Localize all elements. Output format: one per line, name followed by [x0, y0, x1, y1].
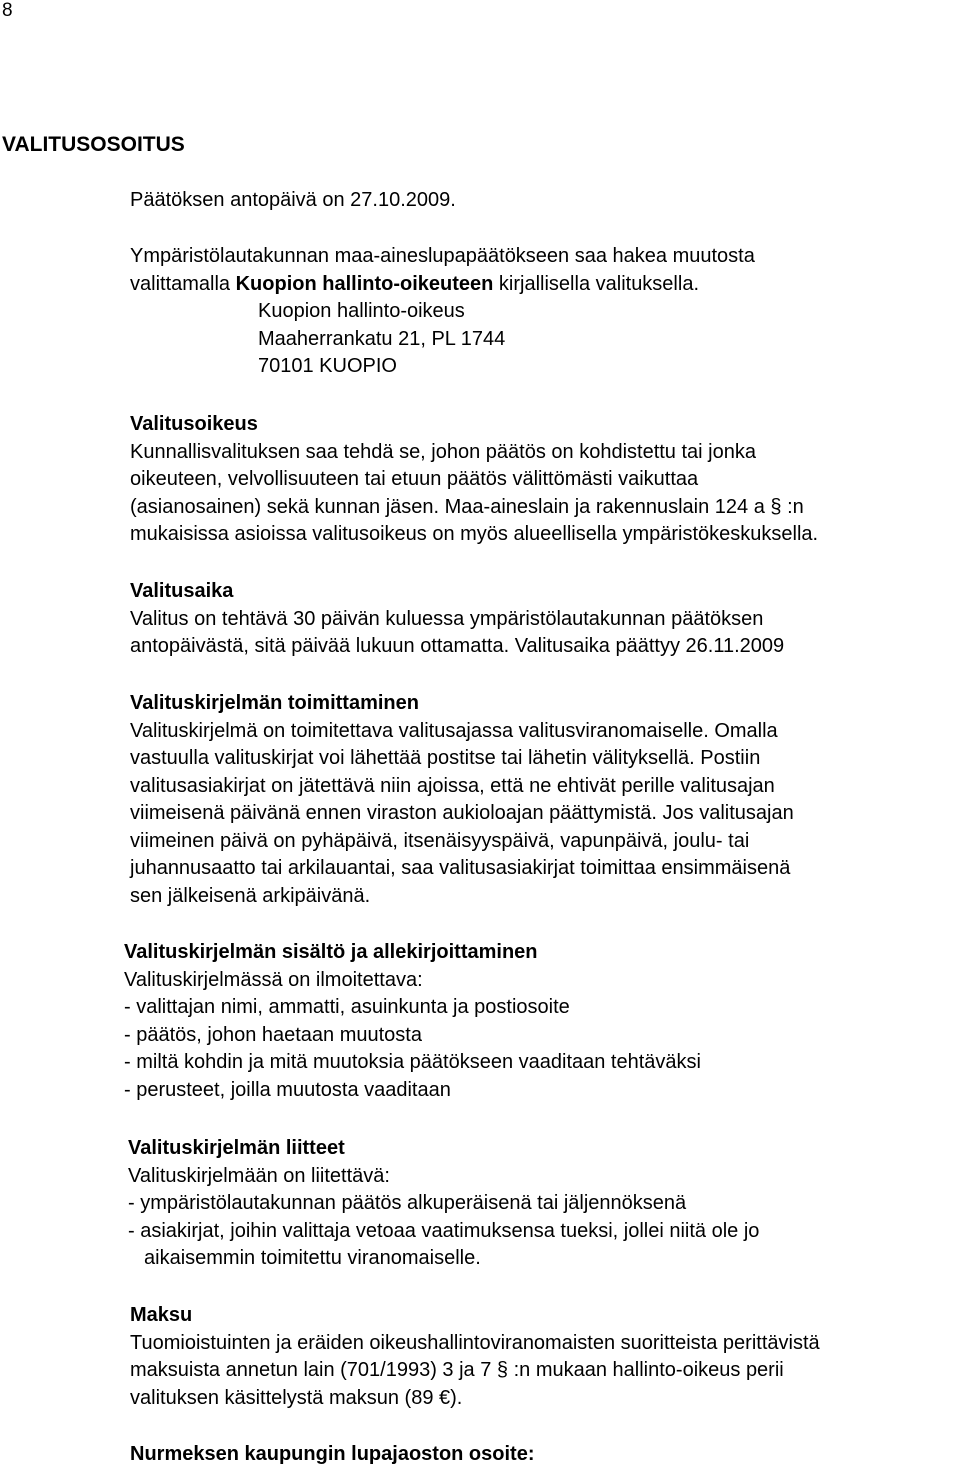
sisalto-line-2: - valittajan nimi, ammatti, asuinkunta ja postiosoite	[124, 996, 570, 1018]
sisalto-line-1: Valituskirjelmässä on ilmoitettava:	[124, 968, 423, 991]
section-osoite	[130, 1441, 535, 1469]
heading-osoite: Nurmeksen kaupungin lupajaoston osoite:	[130, 1443, 535, 1465]
heading-liitteet: Valituskirjelmän liitteet	[128, 1137, 345, 1159]
valitusaika-line-2: antopäivästä, sitä päivää lukuun ottamatta. Valitusaika päättyy 26.11.2009	[130, 635, 785, 657]
address-line-3: 70101 KUOPIO	[258, 355, 397, 377]
toimittaminen-line-5: viimeinen päivä on pyhäpäivä, itsenäisyyspäivä, vapunpäivä, joulu- tai	[130, 829, 750, 852]
toimittaminen-line-2: vastuulla valituskirjat voi lähettää postitse tai lähetin välityksellä. Postiin	[130, 747, 761, 769]
toimittaminen-line-4: viimeisenä päivänä ennen viraston aukioloajan päättymistä. Jos valitusajan	[130, 802, 794, 824]
address-line-1: Kuopion hallinto-oikeus	[258, 300, 465, 322]
section-valitusoikeus	[130, 411, 818, 549]
heading-maksu: Maksu	[130, 1304, 193, 1326]
court-name: Kuopion hallinto-oikeuteen	[235, 272, 494, 295]
section-valitusaika	[130, 578, 784, 661]
sisalto-line-3: - päätös, johon haetaan muutosta	[124, 1023, 422, 1046]
section-liitteet	[128, 1135, 759, 1273]
toimittaminen-line-1: Valituskirjelmä on toimitettava valitusajassa valitusviranomaiselle. Omalla	[130, 719, 778, 742]
decision-date-text: Päätöksen antopäivä on 27.10.2009.	[130, 189, 456, 211]
heading-sisalto: Valituskirjelmän sisältö ja allekirjoittaminen	[124, 941, 538, 963]
valitusoikeus-line-2: oikeuteen, velvollisuuteen tai etuun päätös välittömästi vaikuttaa	[130, 468, 699, 490]
toimittaminen-line-7: sen jälkeisenä arkipäivänä.	[130, 884, 371, 907]
section-sisalto	[124, 939, 701, 1104]
decision-date	[130, 187, 456, 215]
page-number: 8	[2, 0, 13, 21]
liitteet-line-2: - ympäristölautakunnan päätös alkuperäisenä tai jäljennöksenä	[128, 1192, 687, 1214]
section-toimittaminen	[130, 690, 794, 910]
section-maksu	[130, 1302, 820, 1412]
document-title: VALITUSOSOITUS	[2, 133, 185, 156]
intro-line-2	[130, 271, 755, 299]
maksu-line-3: valituksen käsittelystä maksun (89 €).	[130, 1386, 463, 1409]
intro-line-1: Ympäristölautakunnan maa-aineslupapäätökseen saa hakea muutosta	[130, 245, 755, 267]
valitusoikeus-line-1: Kunnallisvalituksen saa tehdä se, johon päätös on kohdistettu tai jonka	[130, 440, 756, 463]
heading-toimittaminen: Valituskirjelmän toimittaminen	[130, 692, 419, 714]
intro-line-2-post: kirjallisella valituksella.	[493, 272, 699, 295]
maksu-line-2: maksuista annetun lain (701/1993) 3 ja 7 § :n mukaan hallinto-oikeus perii	[130, 1359, 784, 1381]
valitusoikeus-line-4: mukaisissa asioissa valitusoikeus on myös alueellisella ympäristökeskuksella.	[130, 523, 819, 545]
sisalto-line-4: - miltä kohdin ja mitä muutoksia päätökseen vaaditaan tehtäväksi	[124, 1051, 701, 1073]
heading-valitusaika: Valitusaika	[130, 580, 234, 602]
intro-line-2-pre: valittamalla	[130, 272, 236, 295]
liitteet-line-1: Valituskirjelmään on liitettävä:	[128, 1164, 390, 1187]
maksu-line-1: Tuomioistuinten ja eräiden oikeushallintoviranomaisten suoritteista perittävistä	[130, 1331, 820, 1354]
heading-valitusoikeus: Valitusoikeus	[130, 413, 258, 435]
address-line-2: Maaherrankatu 21, PL 1744	[258, 327, 506, 350]
sisalto-line-5: - perusteet, joilla muutosta vaaditaan	[124, 1078, 451, 1101]
liitteet-line-4: aikaisemmin toimitettu viranomaiselle.	[144, 1247, 481, 1269]
valitusoikeus-line-3: (asianosainen) sekä kunnan jäsen. Maa-aineslain ja rakennuslain 124 a § :n	[130, 495, 804, 518]
toimittaminen-line-6: juhannusaatto tai arkilauantai, saa valitusasiakirjat toimittaa ensimmäisenä	[130, 857, 791, 879]
intro-section	[130, 243, 755, 381]
toimittaminen-line-3: valitusasiakirjat on jätettävä niin ajoissa, että ne ehtivät perille valitusajan	[130, 774, 775, 797]
valitusaika-line-1: Valitus on tehtävä 30 päivän kuluessa ympäristölautakunnan päätöksen	[130, 607, 764, 630]
liitteet-line-3: - asiakirjat, joihin valittaja vetoaa vaatimuksensa tueksi, jollei niitä ole jo	[128, 1219, 760, 1242]
